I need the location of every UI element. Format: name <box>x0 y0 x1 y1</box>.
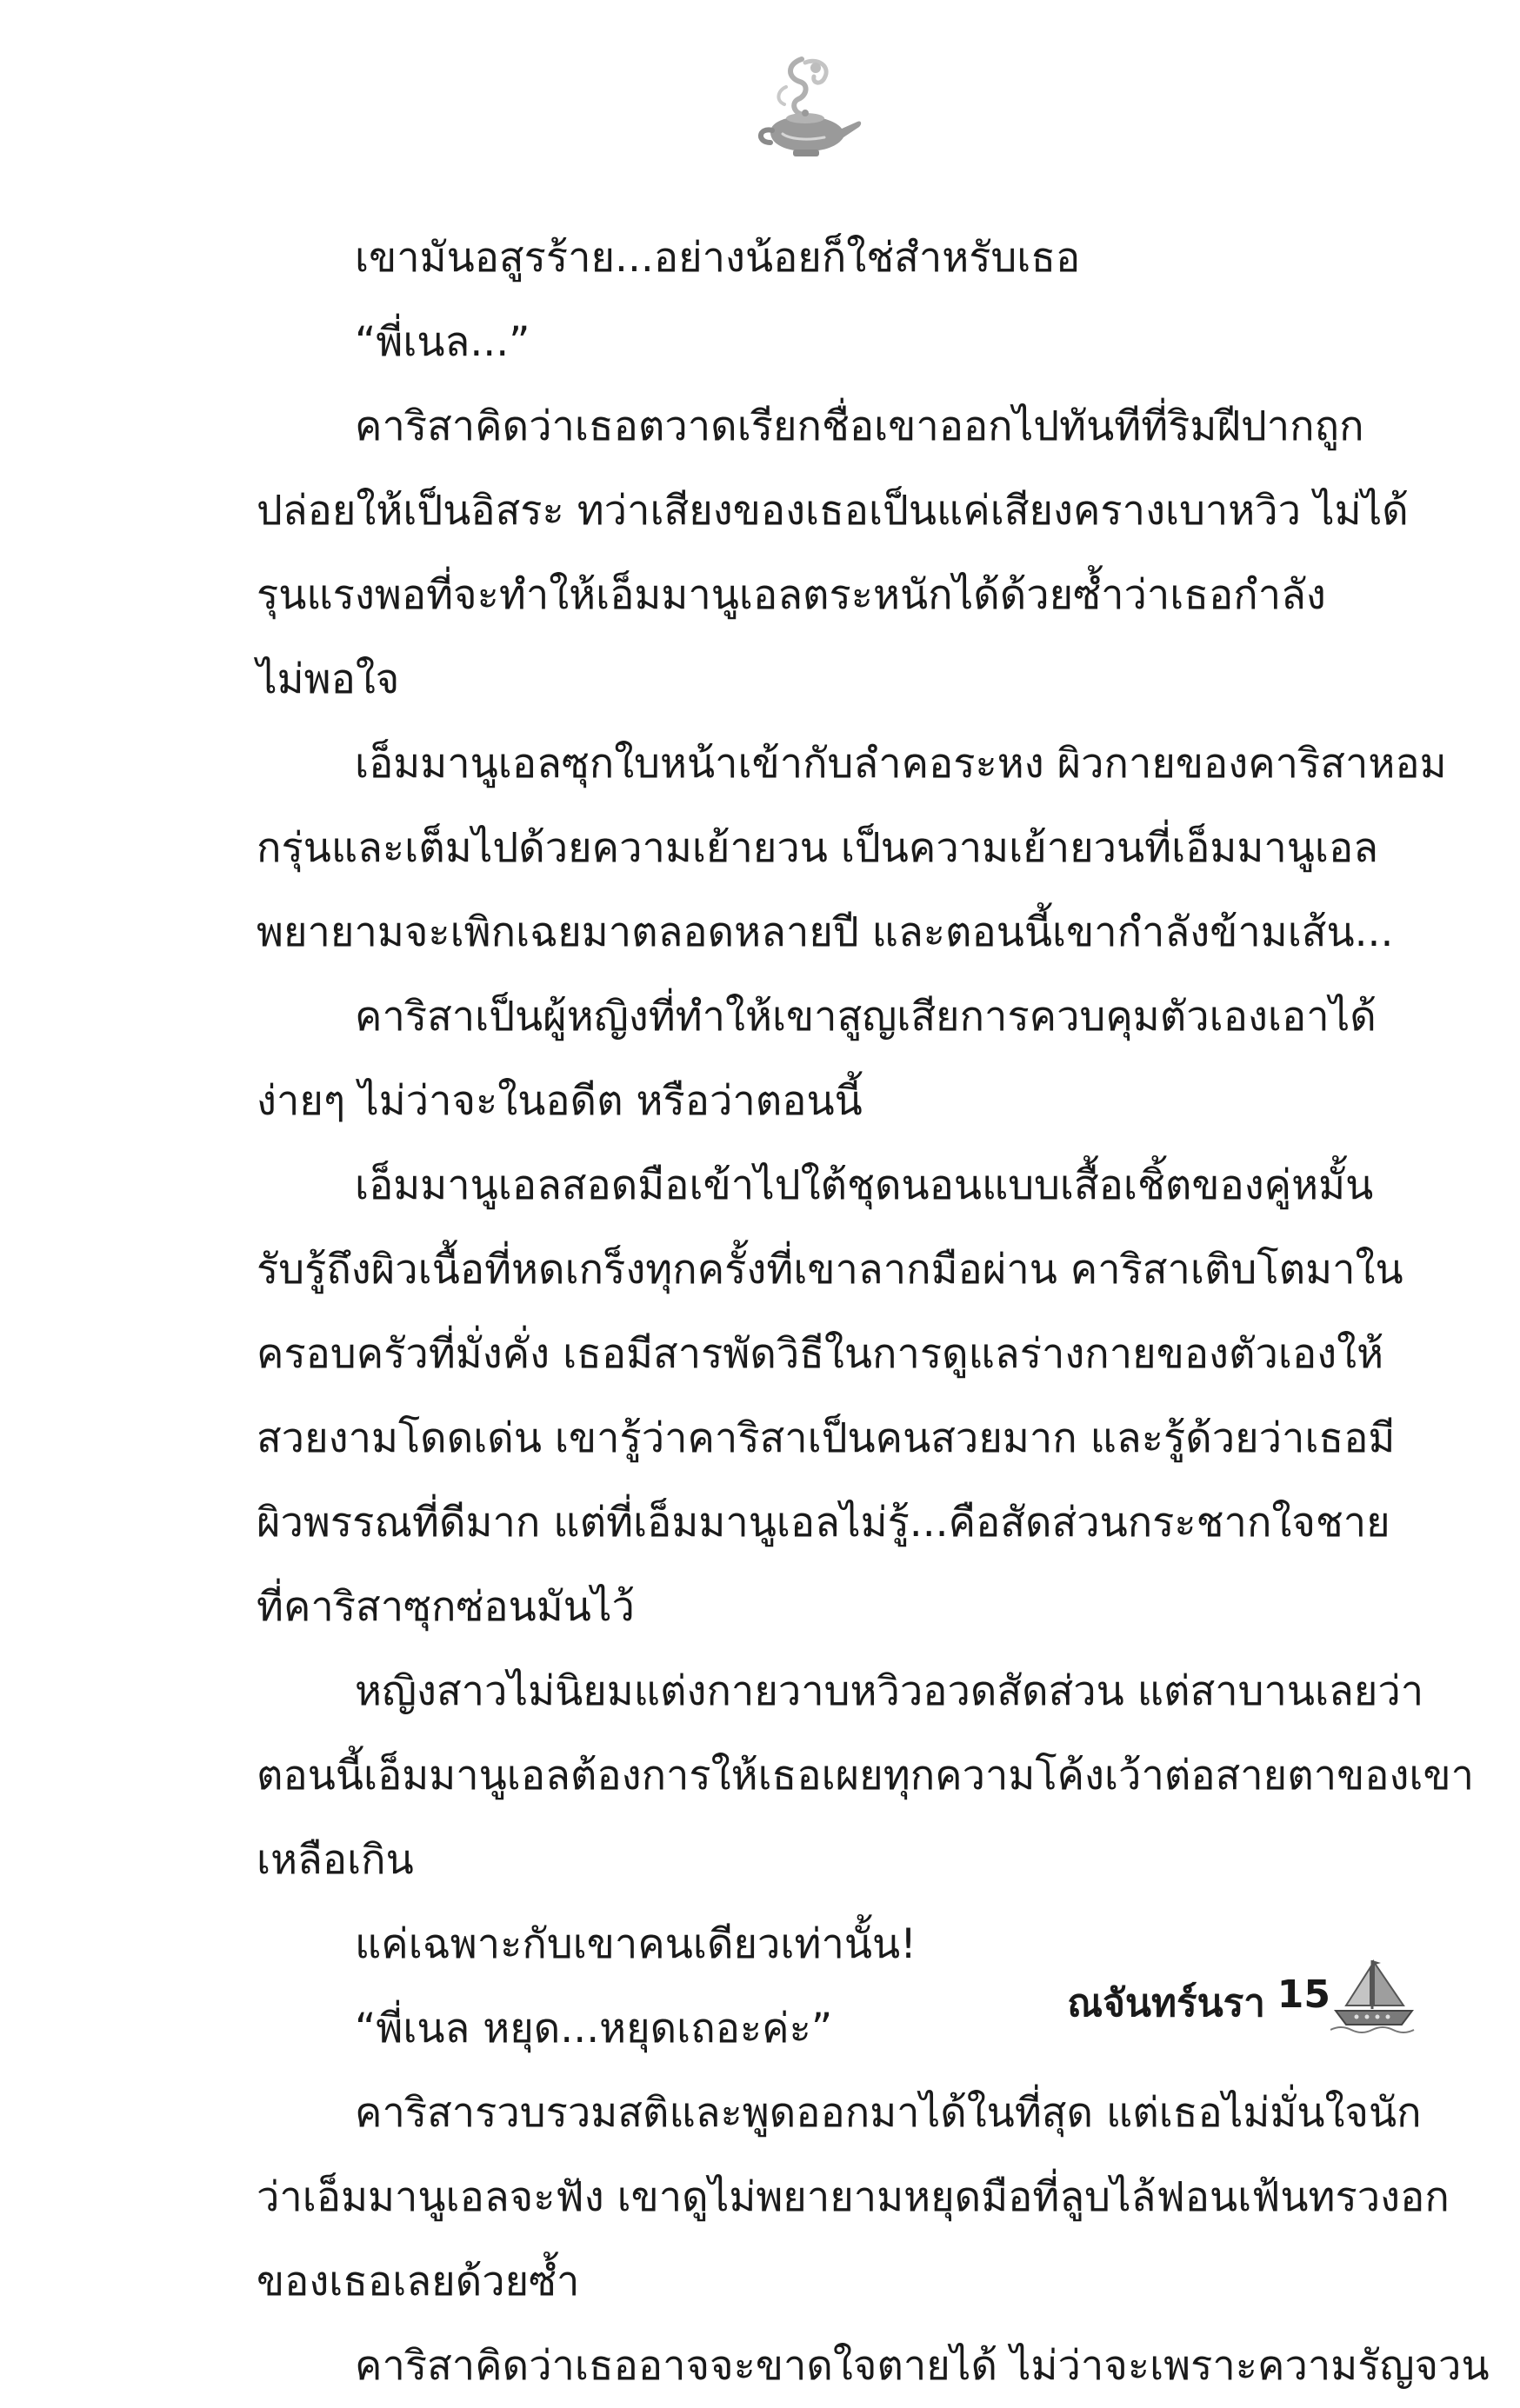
text-line: แค่เฉพาะกับเขาคนเดียวเท่านั้น! <box>355 1920 917 1968</box>
text-line: ง่ายๆ ไม่ว่าจะในอดีต หรือว่าตอนนี้ <box>257 1077 863 1125</box>
text-line: “พี่เนล หยุด...หยุดเถอะค่ะ” <box>355 2005 833 2052</box>
text-line: ว่าเอ็มมานูเอลจะฟัง เขาดูไม่พยายามหยุดมือที่ลูบไล้ฟอนเฟ้นทรวงอก <box>257 2173 1450 2221</box>
text-line: ปล่อยให้เป็นอิสระ ทว่าเสียงของเธอเป็นแค่เสียงครางเบาหวิว ไม่ได้ <box>257 487 1409 535</box>
text-line: รุนแรงพอที่จะทำให้เอ็มมานูเอลตระหนักได้ด้วยซ้ำว่าเธอกำลัง <box>257 571 1326 619</box>
text-line: “พี่เนล...” <box>355 318 530 366</box>
text-line: ครอบครัวที่มั่งคั่ง เธอมีสารพัดวิธีในการดูแลร่างกายของตัวเองให้ <box>257 1330 1384 1378</box>
body-text <box>257 216 1490 2408</box>
text-line: เหลือเกิน <box>257 1836 414 1884</box>
sailboat-icon <box>1330 1955 1417 2033</box>
text-line: คาริสาเป็นผู้หญิงที่ทำให้เขาสูญเสียการควบคุมตัวเองเอาได้ <box>355 993 1377 1041</box>
text-line: ที่คาริสาซุกซ่อนมันไว้ <box>257 1583 635 1631</box>
text-line: พยายามจะเพิกเฉยมาตลอดหลายปี และตอนนี้เขากำลังข้ามเส้น... <box>257 908 1394 956</box>
genie-lamp-icon <box>751 52 864 165</box>
text-line: คาริสาคิดว่าเธออาจจะขาดใจตายได้ ไม่ว่าจะเพราะความรัญจวน <box>355 2342 1490 2390</box>
author-name: ณจันทร์นรา <box>1067 1981 1265 2026</box>
text-line: ผิวพรรณที่ดีมาก แต่ที่เอ็มมานูเอลไม่รู้...คือสัดส่วนกระชากใจชาย <box>257 1499 1390 1547</box>
text-line: ตอนนี้เอ็มมานูเอลต้องการให้เธอเผยทุกความโค้งเว้าต่อสายตาของเขา <box>257 1752 1475 1799</box>
text-line: เขามันอสูรร้าย...อย่างน้อยก็ใช่สำหรับเธอ <box>355 234 1081 282</box>
text-line: คาริสาคิดว่าเธอตวาดเรียกชื่อเขาออกไปทันทีที่ริมฝีปากถูก <box>355 402 1364 450</box>
text-line: ของเธอเลยด้วยซ้ำ <box>257 2258 580 2305</box>
text-line: เอ็มมานูเอลสอดมือเข้าไปใต้ชุดนอนแบบเสื้อเชิ้ตของคู่หมั้น <box>355 1161 1374 1209</box>
text-line: รับรู้ถึงผิวเนื้อที่หดเกร็งทุกครั้งที่เขาลากมือผ่าน คาริสาเติบโตมาใน <box>257 1246 1403 1294</box>
page-number: 15 <box>1277 1972 1330 2017</box>
text-line: คาริสารวบรวมสติและพูดออกมาได้ในที่สุด แต่เธอไม่มั่นใจนัก <box>355 2089 1422 2137</box>
text-line: หญิงสาวไม่นิยมแต่งกายวาบหวิวอวดสัดส่วน แต่สาบานเลยว่า <box>355 1667 1424 1715</box>
text-line: เอ็มมานูเอลซุกใบหน้าเข้ากับลำคอระหง ผิวกายของคาริสาหอม <box>355 740 1447 788</box>
text-line: ไม่พอใจ <box>257 655 400 703</box>
text-line: สวยงามโดดเด่น เขารู้ว่าคาริสาเป็นคนสวยมาก และรู้ด้วยว่าเธอมี <box>257 1414 1396 1462</box>
page-footer <box>1017 1960 1470 2030</box>
text-line: กรุ่นและเต็มไปด้วยความเย้ายวน เป็นความเย้ายวนที่เอ็มมานูเอล <box>257 824 1378 872</box>
